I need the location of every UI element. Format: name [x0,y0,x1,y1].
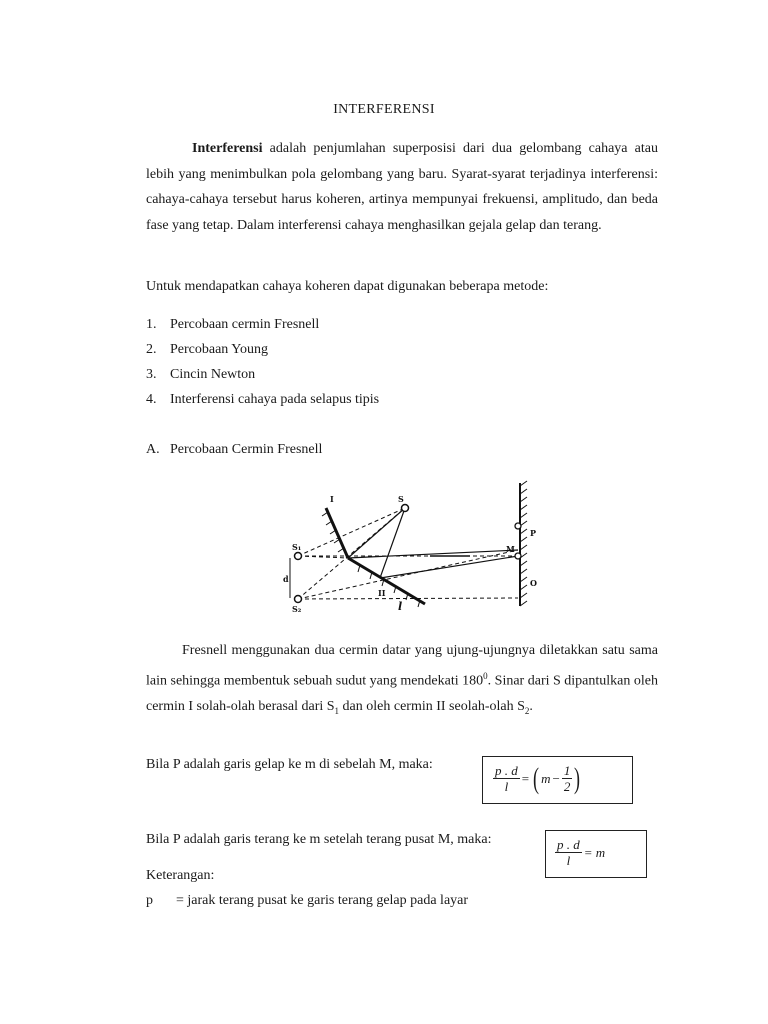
methods-intro: Untuk mendapatkan cahaya koheren dapat digunakan beberapa metode: [146,279,549,294]
half-fraction [562,763,573,794]
page-title: INTERFERENSI [333,102,435,117]
intro-term: Interferensi [192,141,263,156]
mirror-1-label: I [330,494,334,504]
s2-subscript: 2 [524,705,530,716]
half-denominator: 2 [563,779,571,794]
intro-text: adalah penjumlahan superposisi dari dua gelombang cahaya atau lebih yang menimbulkan pola gelombang yang baru. Syarat-syarat terjadinya interferensi: cahaya-cahaya tersebut harus koheren, artinya mempunyai frekuensi, amplitudo, dan beda fase yang tetap. Dalam interferensi cahaya menghasilkan gejala gelap dan terang. [146,141,658,233]
mirror-2-label: II [378,588,386,598]
list-item-number: 4. [146,392,157,407]
source-point [402,505,409,512]
half-numerator: 1 [563,763,571,778]
fresnel-paragraph [146,638,658,724]
definition-symbol: p [146,893,153,908]
p-point [515,523,521,529]
list-item [146,342,268,358]
left-paren: ( [533,761,540,795]
ray-lines [348,508,518,578]
lhs-denominator: l [504,779,509,794]
definition-text: = jarak terang pusat ke garis terang gelap pada layar [176,893,469,908]
bright-fringe-condition: Bila P adalah garis terang ke m setelah terang pusat M, maka: [146,832,492,847]
o-label: O [530,578,537,588]
list-item-label: Percobaan Young [170,342,268,357]
dark-fringe-condition: Bila P adalah garis gelap ke m di sebelah M, maka: [146,757,433,772]
dark-fringe-formula [493,763,582,794]
list-item-label: Cincin Newton [170,367,256,382]
s1-subscript: 1 [334,705,340,716]
list-item-label: Percobaan cermin Fresnell [170,317,320,332]
lhs-denominator: l [566,853,571,868]
s2-label: S₂ [292,604,302,614]
rhs-expression: = m [583,844,606,860]
fresnel-text-2: . Sinar dari S dipantulkan oleh cermin I solah-olah berasal dari S [146,673,658,714]
definition-p [146,893,468,909]
angle-value: 180 [462,673,484,689]
s2-point [295,596,302,603]
list-item [146,317,319,333]
section-number: A. [146,442,160,457]
section-heading-a [146,442,322,458]
bright-fringe-formula-box [545,830,647,878]
list-item-number: 2. [146,342,157,357]
l-label: l [398,600,403,613]
source-label: S [398,494,404,504]
bright-fringe-formula [555,837,605,868]
keterangan-heading: Keterangan: [146,868,215,883]
mirror-1-hatching [322,512,344,552]
lhs-fraction [493,763,520,794]
fresnel-mirror-diagram [280,478,542,616]
s1-label: S₁ [292,542,302,552]
degree-superscript: 0 [483,670,488,681]
m-point [515,553,521,559]
list-item [146,392,379,408]
fresnel-text-1: Fresnell menggunakan dua cermin datar yang ujung-ujungnya diletakkan satu sama lain sehingga membentuk sebuah sudut yang mendekati [146,643,658,689]
right-paren: ) [574,761,581,795]
s1-point [295,553,302,560]
d-label: d [283,574,289,584]
dark-fringe-formula-box [482,756,633,804]
minus-sign: − [552,770,560,786]
section-label: Percobaan Cermin Fresnell [170,442,323,457]
list-item-number: 3. [146,367,157,382]
fresnel-text-4: . [529,698,533,714]
lhs-numerator: p . d [557,837,580,852]
mirror-1 [326,508,348,558]
list-item-label: Interferensi cahaya pada selapus tipis [170,392,380,407]
screen-hatching [520,481,527,606]
m-symbol: m [541,770,551,786]
fresnel-text-3: dan oleh cermin II seolah-olah S [339,698,525,714]
lhs-numerator: p . d [495,763,518,778]
lhs-fraction [555,837,582,868]
m-label: M [506,544,515,554]
list-item-number: 1. [146,317,157,332]
equals-sign: = [521,770,530,786]
intro-paragraph [146,136,658,238]
mirror-2-hatching [358,565,420,607]
list-item [146,367,255,383]
p-label: P [530,528,537,538]
